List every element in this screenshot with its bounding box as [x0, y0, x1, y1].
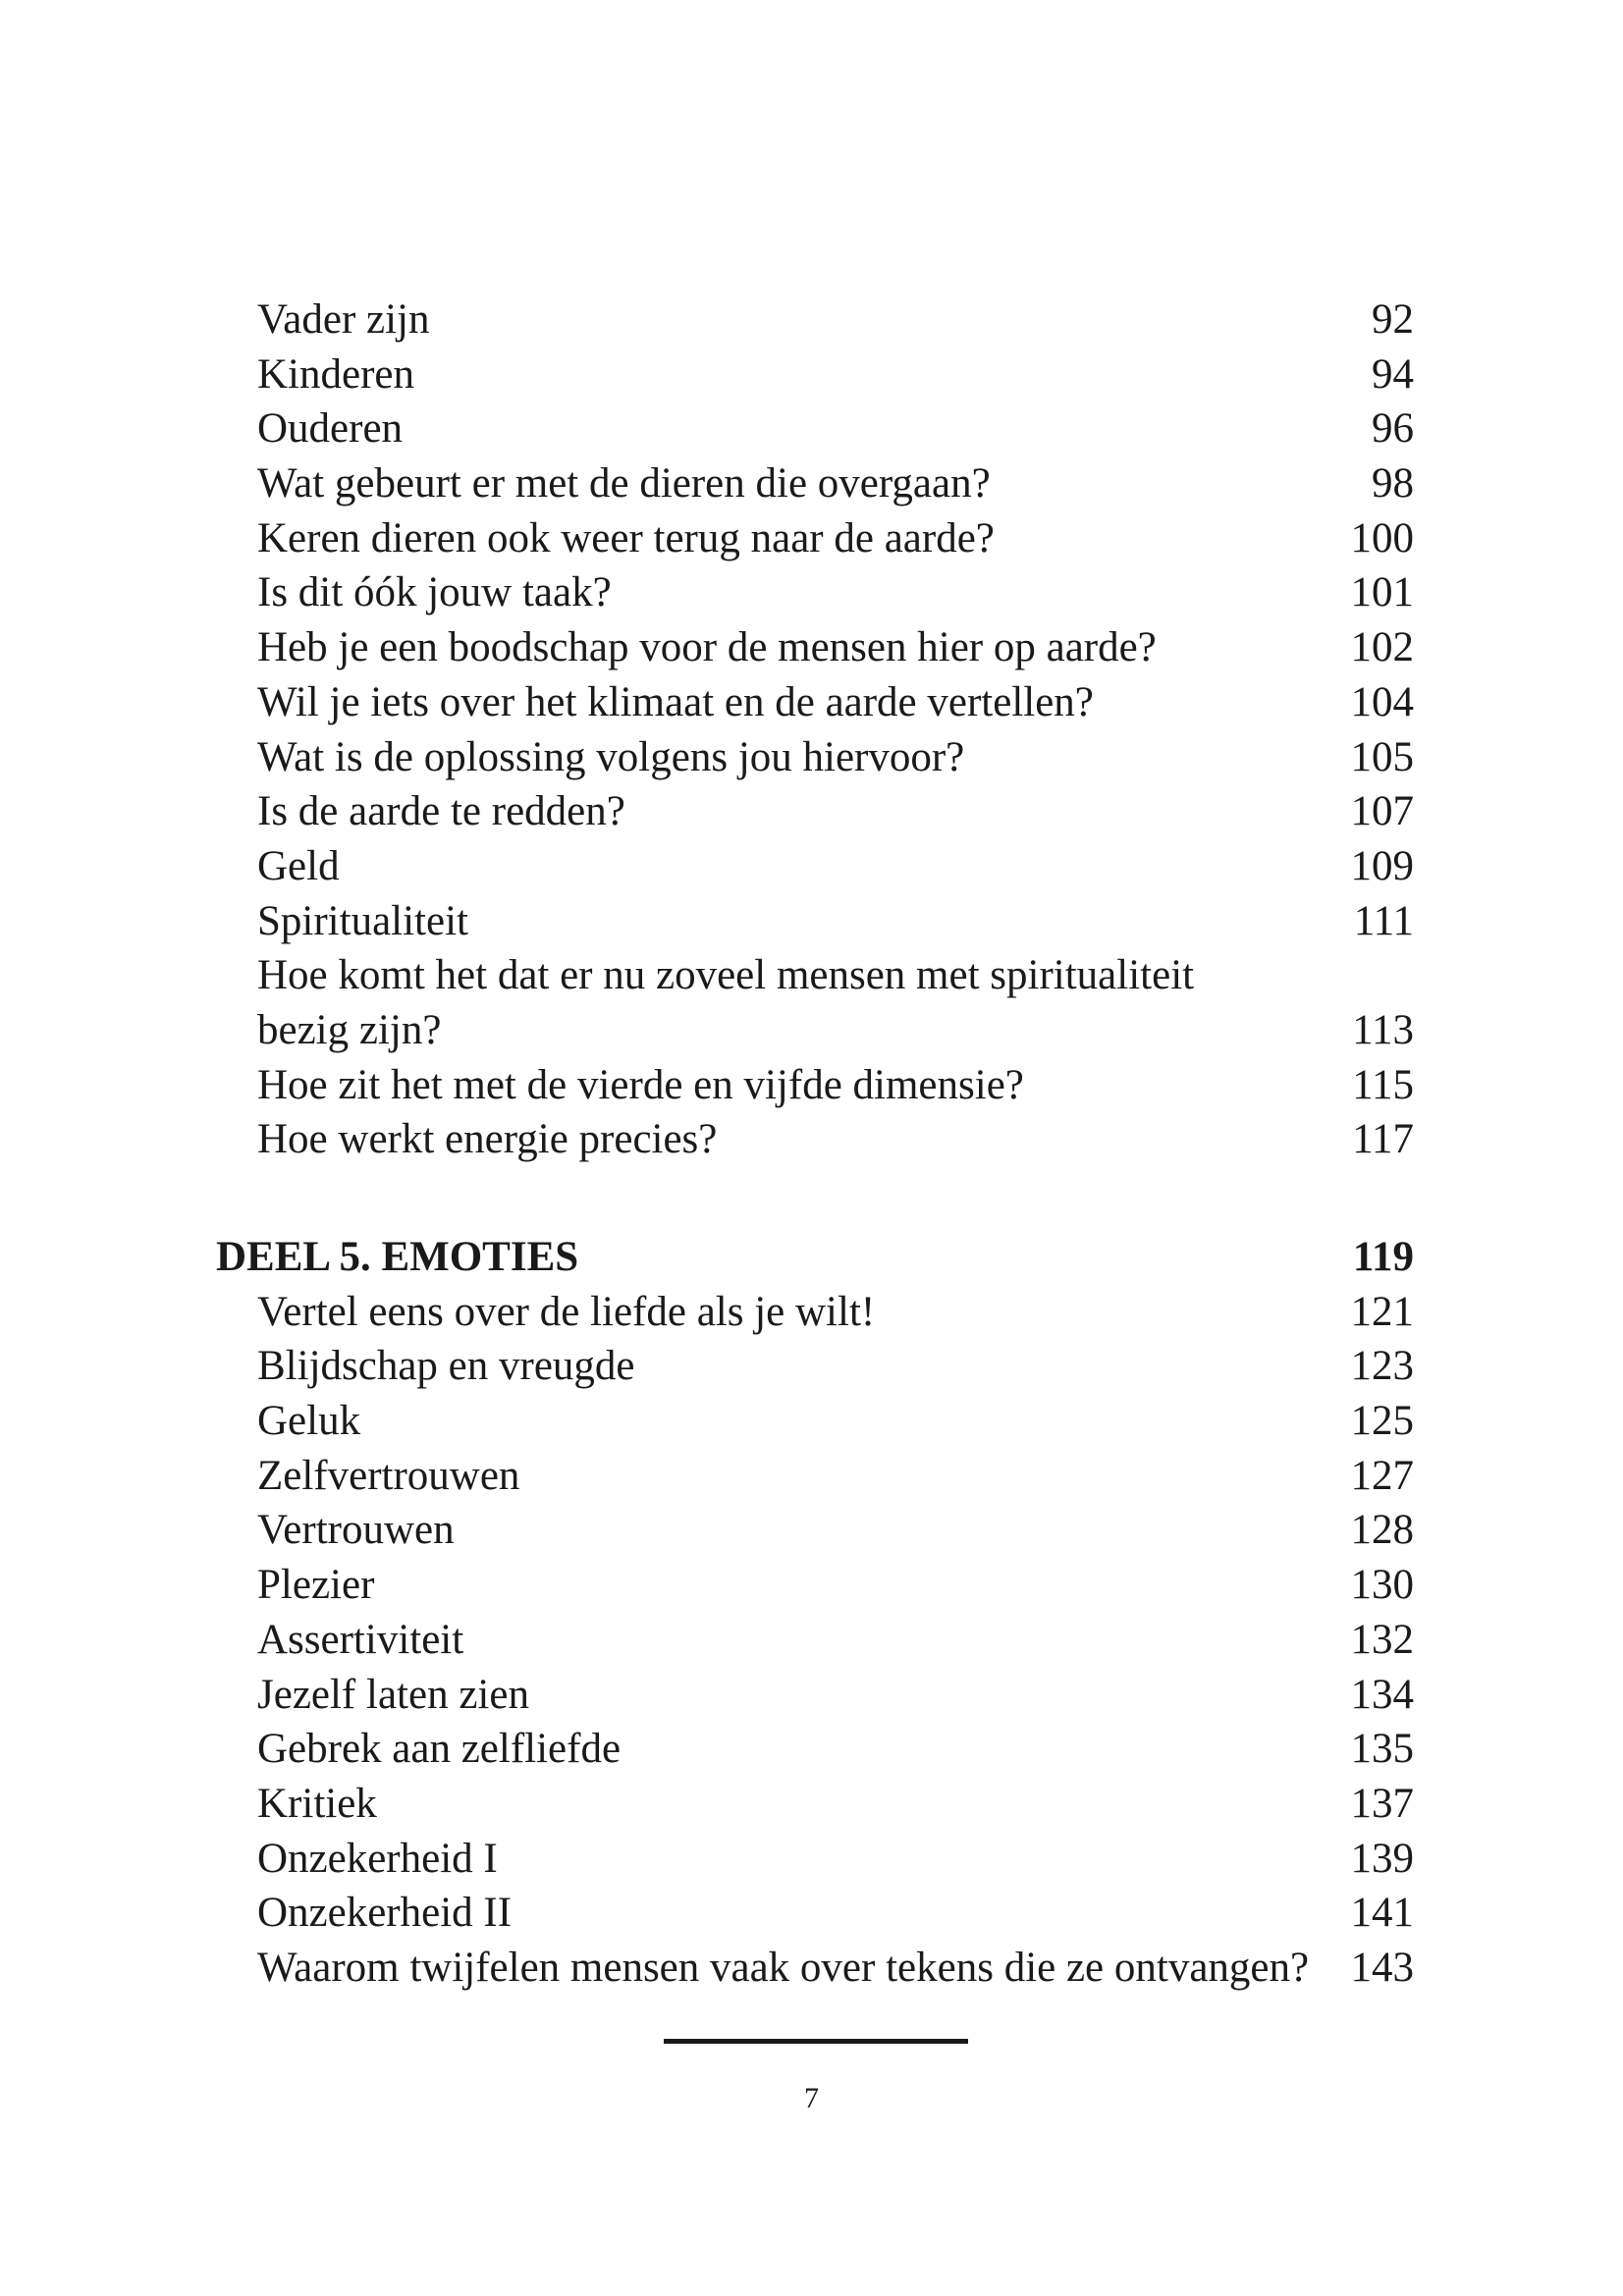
footer-rule: [664, 2039, 968, 2044]
toc-entry-line2: [216, 1003, 1414, 1058]
toc-entry-title: Wat is de oplossing volgens jou hiervoor?: [257, 733, 965, 780]
toc-entry-title: Zelfvertrouwen: [257, 1452, 520, 1499]
toc-entry-title: Hoe komt het dat er nu zoveel mensen met spiritualiteit: [257, 952, 1195, 999]
toc-entry-title: Vertrouwen: [257, 1507, 455, 1554]
toc-entry: [216, 730, 1414, 785]
toc-entry-title: Gebrek aan zelfliefde: [257, 1726, 622, 1773]
toc-entry-page: 135: [1350, 1726, 1414, 1773]
toc-entry-page: 130: [1350, 1562, 1414, 1609]
toc-entry-page: 117: [1352, 1116, 1414, 1163]
toc-entry-page: 128: [1350, 1507, 1414, 1554]
toc-entry: [216, 1886, 1414, 1941]
toc-entry: [216, 1058, 1414, 1113]
toc-entry-page: 121: [1350, 1288, 1414, 1335]
toc-entry: [216, 839, 1414, 894]
toc-entry-page: 107: [1350, 788, 1414, 835]
toc-entry: [216, 620, 1414, 675]
toc-entry: [216, 1558, 1414, 1613]
toc-entry-page: 96: [1372, 405, 1414, 453]
toc-entry: [216, 293, 1414, 347]
toc-entry: [216, 565, 1414, 620]
toc-entry-title: Waarom twijfelen mensen vaak over tekens die ze ontvangen?: [257, 1944, 1310, 1991]
toc-entry-title: Ouderen: [257, 405, 404, 453]
toc-entry-page: 125: [1350, 1398, 1414, 1445]
toc-entry: [216, 1394, 1414, 1449]
toc-entry-page: 109: [1350, 842, 1414, 889]
toc-entry: [216, 1449, 1414, 1504]
toc-entry: [216, 1613, 1414, 1668]
toc-entry: [216, 1112, 1414, 1167]
toc-entry: [216, 1832, 1414, 1887]
toc-entry: [216, 511, 1414, 566]
toc-entry-page: 101: [1350, 569, 1414, 616]
toc-entry-title: Onzekerheid I: [257, 1835, 498, 1882]
toc-entry-page: 98: [1372, 460, 1414, 507]
toc-entry-title: Assertiviteit: [257, 1616, 464, 1663]
toc-entry-title: Kinderen: [257, 350, 414, 398]
toc-entry-title: Kritiek: [257, 1780, 377, 1827]
toc-entry-page: 143: [1350, 1944, 1414, 1991]
toc-entry-title: Blijdschap en vreugde: [257, 1343, 635, 1390]
toc-entry-title: Geld: [257, 842, 340, 889]
toc-entry: [216, 675, 1414, 730]
toc-entry-page: 104: [1350, 678, 1414, 725]
toc-entry-title: Plezier: [257, 1562, 375, 1609]
toc-entry-page: 92: [1372, 296, 1414, 343]
toc-entry-title: Vertel eens over de liefde als je wilt!: [257, 1288, 876, 1335]
toc-section-page: 119: [1352, 1234, 1414, 1280]
toc-entry: [216, 1722, 1414, 1777]
toc-entry-page: 127: [1350, 1452, 1414, 1499]
toc-entry-page: 100: [1350, 514, 1414, 561]
toc-entry-page: 137: [1350, 1780, 1414, 1827]
toc-entry-page: 132: [1350, 1616, 1414, 1663]
toc-entry-title: Is dit óók jouw taak?: [257, 569, 612, 616]
toc-entry-page: 139: [1350, 1835, 1414, 1882]
toc-entry-line1: [216, 948, 1414, 1003]
section-gap: [216, 1167, 1414, 1230]
toc-section-title: DEEL 5. EMOTIES: [216, 1234, 579, 1280]
toc-entry-title: Onzekerheid II: [257, 1890, 513, 1937]
toc-entry-title: Vader zijn: [257, 296, 430, 343]
toc-entry: [216, 1777, 1414, 1832]
toc-entry: [216, 1503, 1414, 1558]
toc-entry-page: 105: [1350, 733, 1414, 780]
toc-entry-title: Jezelf laten zien: [257, 1671, 529, 1718]
toc-entry-page: 94: [1372, 350, 1414, 398]
toc-entry-page: 134: [1350, 1671, 1414, 1718]
toc-entry: [216, 894, 1414, 949]
toc-entry-page: 115: [1352, 1061, 1414, 1108]
toc-entry: [216, 1668, 1414, 1723]
toc-entry-title: Geluk: [257, 1398, 361, 1445]
toc-entry-title: Is de aarde te redden?: [257, 788, 625, 835]
toc-entry-title: Keren dieren ook weer terug naar de aarde?: [257, 514, 995, 561]
toc-section-heading: [216, 1230, 1414, 1285]
toc-entry-title: bezig zijn?: [257, 1006, 442, 1053]
toc-entry: [216, 456, 1414, 511]
table-of-contents: [216, 293, 1414, 1996]
toc-entry: [216, 401, 1414, 456]
toc-entry-title: Hoe werkt energie precies?: [257, 1116, 718, 1163]
toc-entry-page: 111: [1353, 897, 1414, 944]
toc-entry-title: Spiritualiteit: [257, 897, 468, 944]
toc-entry: [216, 1285, 1414, 1340]
page-number: 7: [804, 2082, 819, 2114]
toc-entry-page: 102: [1350, 624, 1414, 671]
toc-entry-page: 123: [1350, 1343, 1414, 1390]
toc-entry-page: 141: [1350, 1890, 1414, 1937]
toc-entry-title: Heb je een boodschap voor de mensen hier op aarde?: [257, 624, 1157, 671]
toc-entry: [216, 784, 1414, 839]
toc-entry-page: 113: [1352, 1006, 1414, 1053]
toc-entry: [216, 1941, 1414, 1996]
toc-entry: [216, 347, 1414, 402]
toc-entry-title: Wat gebeurt er met de dieren die overgaan?: [257, 460, 991, 507]
toc-entry-title: Wil je iets over het klimaat en de aarde vertellen?: [257, 678, 1094, 725]
toc-entry-title: Hoe zit het met de vierde en vijfde dimensie?: [257, 1061, 1024, 1108]
toc-entry: [216, 1339, 1414, 1394]
